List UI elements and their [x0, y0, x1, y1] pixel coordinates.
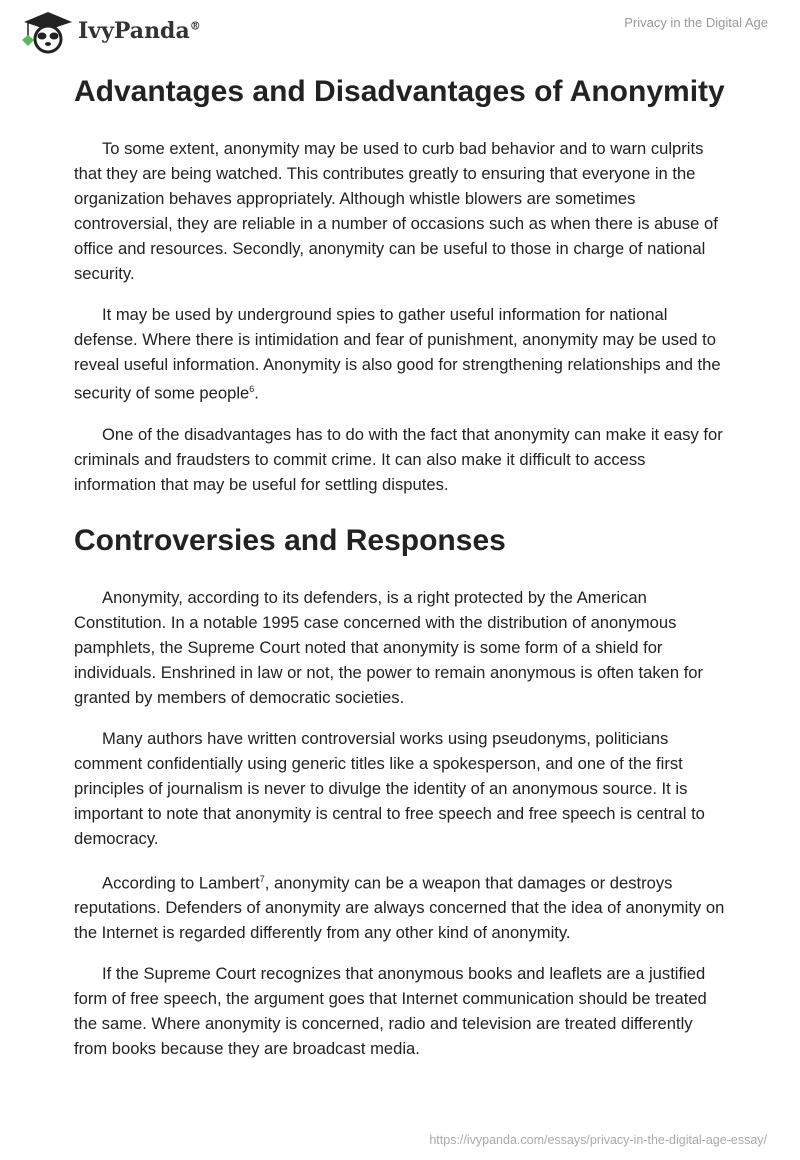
paragraph: Anonymity, according to its defenders, is a right protected by the American Constitution. In a notable 1995 case concerned with the distribution of anonymous pamphlets, the Supreme Court noted that anonymity is some form of a shield for individuals. Enshrined in law or not, the power to remain anonymous is often taken for granted by members of democratic societies.: [74, 587, 704, 707]
paragraph: According to Lambert$^7$, anonymity can be a weapon that damages or destroys reputations. Defenders of anonymity are always concerned that the idea of anonymity on the Internet is regarded differently from any other kind of anonymity.: [74, 873, 725, 943]
ivypanda-logo[interactable]: [18, 8, 201, 54]
section-heading: Advantages and Disadvantages of Anonymity: [74, 75, 725, 108]
section-heading: Controversies and Responses: [74, 523, 506, 557]
paragraph: One of the disadvantages has to do with the fact that anonymity can make it easy for criminals and fraudsters to commit crime. It can also make it difficult to access information that may be useful for settling disputes.: [74, 424, 723, 494]
paragraph: To some extent, anonymity may be used to curb bad behavior and to warn culprits that they are being watched. This contributes greatly to ensuring that everyone in the organization behaves appropriately. Although whistle blowers are sometimes controversial, they are reliable in a number of occasions such as when there is abuse of office and resources. Secondly, anonymity can be useful to those in charge of national security.: [74, 139, 718, 283]
essay-content: [74, 70, 728, 1077]
footnote-ref[interactable]: 7: [259, 873, 265, 884]
document-title: Privacy in the Digital Age: [624, 15, 768, 30]
paragraph: It may be used by underground spies to gather useful information for national defense. Where there is intimidation and fear of punishment, anonymity may be used to reveal useful information. Anonymity is also good for strengthening relationships and the security of some people$^6$.: [74, 305, 721, 403]
footnote-ref[interactable]: 6: [249, 384, 255, 394]
panda-logo-icon: [18, 8, 72, 54]
paragraph: If the Supreme Court recognizes that anonymous books and leaflets are a justified form of free speech, the argument goes that Internet communication should be treated the same. Where anonymity is concerned, radio and television are treated differently from books because they are broadcast media.: [74, 964, 707, 1059]
paragraph: Many authors have written controversial works using pseudonyms, politicians comment confidentially using generic titles like a spokesperson, and one of the first principles of journalism is never to divulge the identity of an anonymous source. It is important to note that anonymity is central to free speech and free speech is central to democracy.: [74, 728, 705, 848]
source-url[interactable]: https://ivypanda.com/essays/privacy-in-the-digital-age-essay/: [429, 1133, 767, 1147]
logo-text: IvyPanda®: [78, 18, 201, 44]
